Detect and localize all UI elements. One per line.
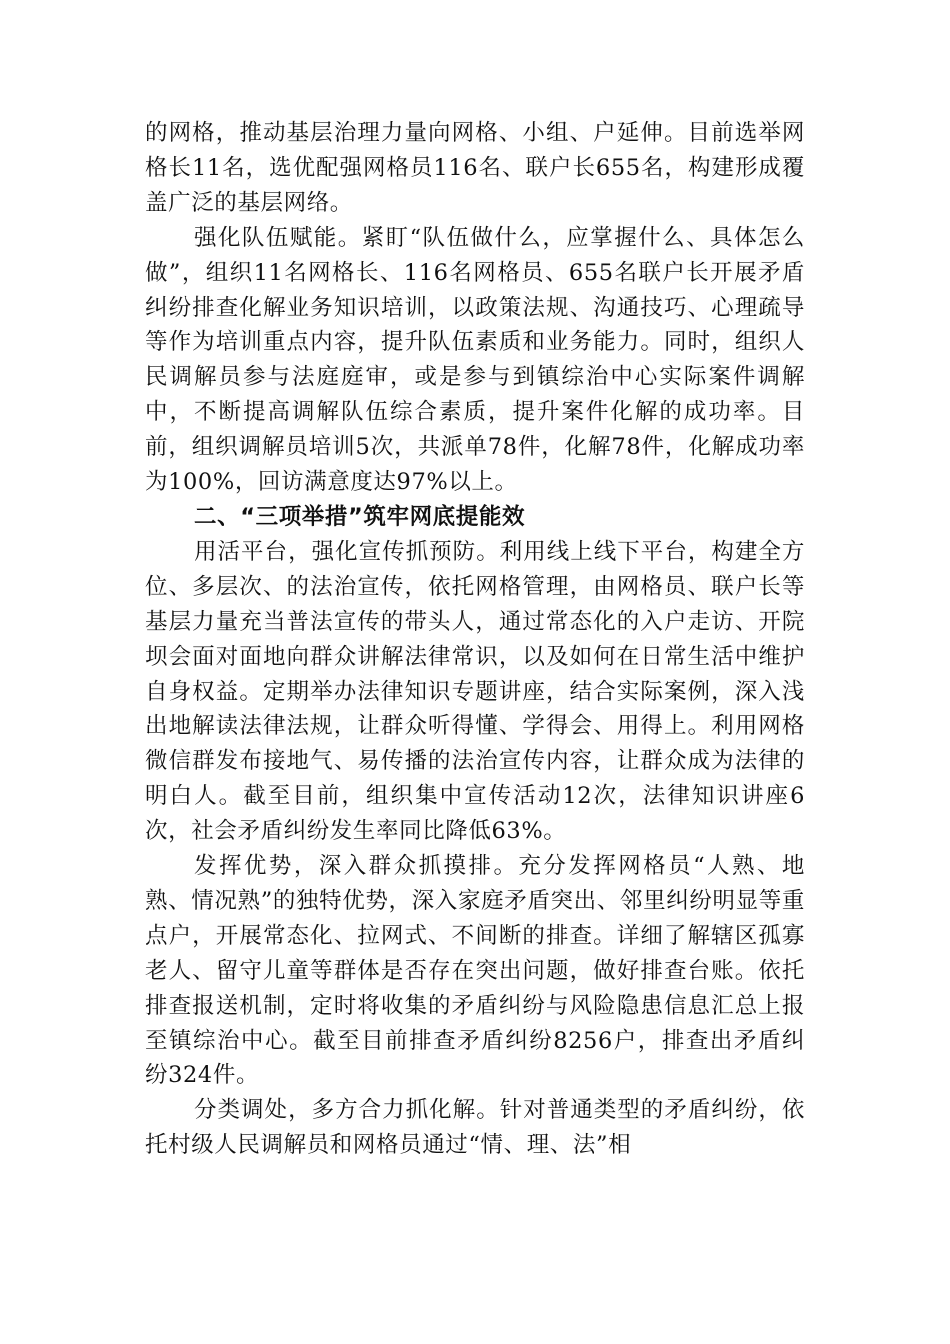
section-heading-three-measures: 二、“三项举措”筑牢网底提能效 (194, 503, 526, 530)
paragraph-team-empowerment: 强化队伍赋能。紧盯“队伍做什么，应掌握什么、具体怎么做”，组织11名网格长、116名网格员、655名联户长开展矛盾纠纷排查化解业务知识培训，以政策法规、沟通技巧、心理疏导等作为培训重点内容，提升队伍素质和业务能力。同时，组织人民调解员参与法庭庭审，或是参与到镇综治中心实际案件调解中，不断提高调解队伍综合素质，提升案件化解的成功率。目前，组织调解员培训5次，共派单78件，化解78件，化解成功率为100%，回访满意度达97%以上。 (145, 224, 805, 496)
paragraph-platform-publicity: 用活平台，强化宣传抓预防。利用线上线下平台，构建全方位、多层次、的法治宣传，依托网格管理，由网格员、联户长等基层力量充当普法宣传的带头人，通过常态化的入户走访、开院坝会面对面地向群众讲解法律常识，以及如何在日常生活中维护自身权益。定期举办法律知识专题讲座，结合实际案例，深入浅出地解读法律法规，让群众听得懂、学得会、用得上。利用网格微信群发布接地气、易传播的法治宣传内容，让群众成为法律的明白人。截至目前，组织集中宣传活动12次，法律知识讲座6次，社会矛盾纠纷发生率同比降低63%。 (145, 538, 805, 845)
document-page (145, 116, 805, 1163)
paragraph-investigation: 发挥优势，深入群众抓摸排。充分发挥网格员“人熟、地熟、情况熟”的独特优势，深入家庭矛盾突出、邻里纠纷明显等重点户，开展常态化、拉网式、不间断的排查。详细了解辖区孤寡老人、留守儿童等群体是否存在突出问题，做好排查台账。依托排查报送机制，定时将收集的矛盾纠纷与风险隐患信息汇总上报至镇综治中心。截至目前排查矛盾纠纷8256户，排查出矛盾纠纷324件。 (145, 853, 805, 1089)
paragraph-grid-continuation: 的网格，推动基层治理力量向网格、小组、户延伸。目前选举网格长11名，选优配强网格员116名、联户长655名，构建形成覆盖广泛的基层网络。 (145, 120, 805, 216)
paragraph-classified-mediation: 分类调处，多方合力抓化解。针对普通类型的矛盾纠纷，依托村级人民调解员和网格员通过“情、理、法”相 (145, 1097, 805, 1159)
